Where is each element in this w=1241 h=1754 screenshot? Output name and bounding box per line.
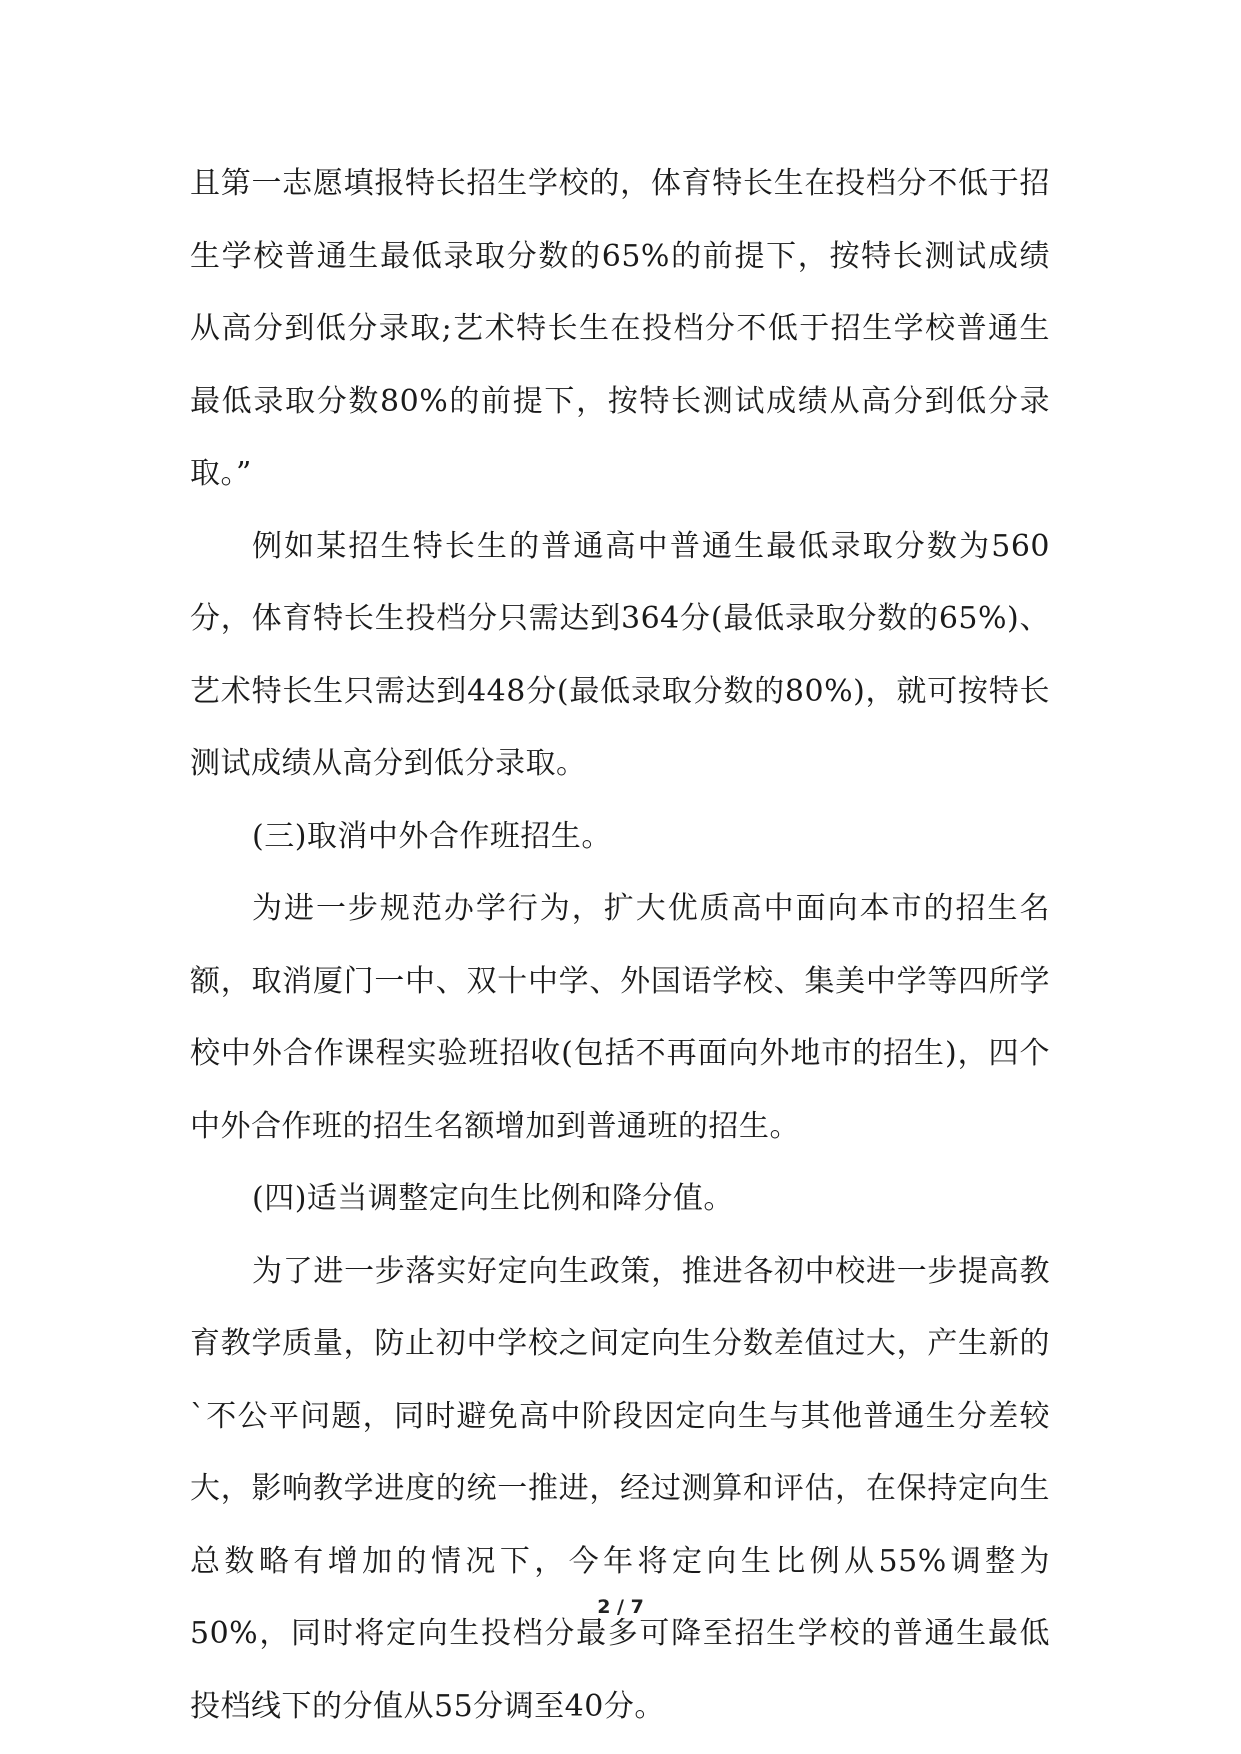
section-heading-3: (三)取消中外合作班招生。 <box>252 818 612 854</box>
document-body <box>190 148 1050 1743</box>
paragraph-directed-students: 为了进一步落实好定向生政策，推进各初中校进一步提高教育教学质量，防止初中学校之间定向生分数差值过大，产生新的`不公平问题，同时避免高中阶段因定向生与其他普通生分差较大，影响教学进度的统一推进，经过测算和评估，在保持定向生总数略有增加的情况下，今年将定向生比例从55%调整为50%，同时将定向生投档分最多可降至招生学校的普通生最低投档线下的分值从55分调至40分。 <box>190 1253 1050 1724</box>
page-number: 2 / 7 <box>597 1596 644 1618</box>
paragraph-example: 例如某招生特长生的普通高中普通生最低录取分数为560分，体育特长生投档分只需达到364分(最低录取分数的65%)、艺术特长生只需达到448分(最低录取分数的80%)，就可按特长测试成绩从高分到低分录取。 <box>190 528 1050 781</box>
paragraph-cancel-joint-classes: 为进一步规范办学行为，扩大优质高中面向本市的招生名额，取消厦门一中、双十中学、外国语学校、集美中学等四所学校中外合作课程实验班招收(包括不再面向外地市的招生)，四个中外合作班的招生名额增加到普通班的招生。 <box>190 891 1050 1144</box>
paragraph-continuation: 且第一志愿填报特长招生学校的，体育特长生在投档分不低于招生学校普通生最低录取分数的65%的前提下，按特长测试成绩从高分到低分录取;艺术特长生在投档分不低于招生学校普通生最低录取分数80%的前提下，按特长测试成绩从高分到低分录取。” <box>190 166 1050 491</box>
section-heading-4: (四)适当调整定向生比例和降分值。 <box>252 1181 734 1216</box>
